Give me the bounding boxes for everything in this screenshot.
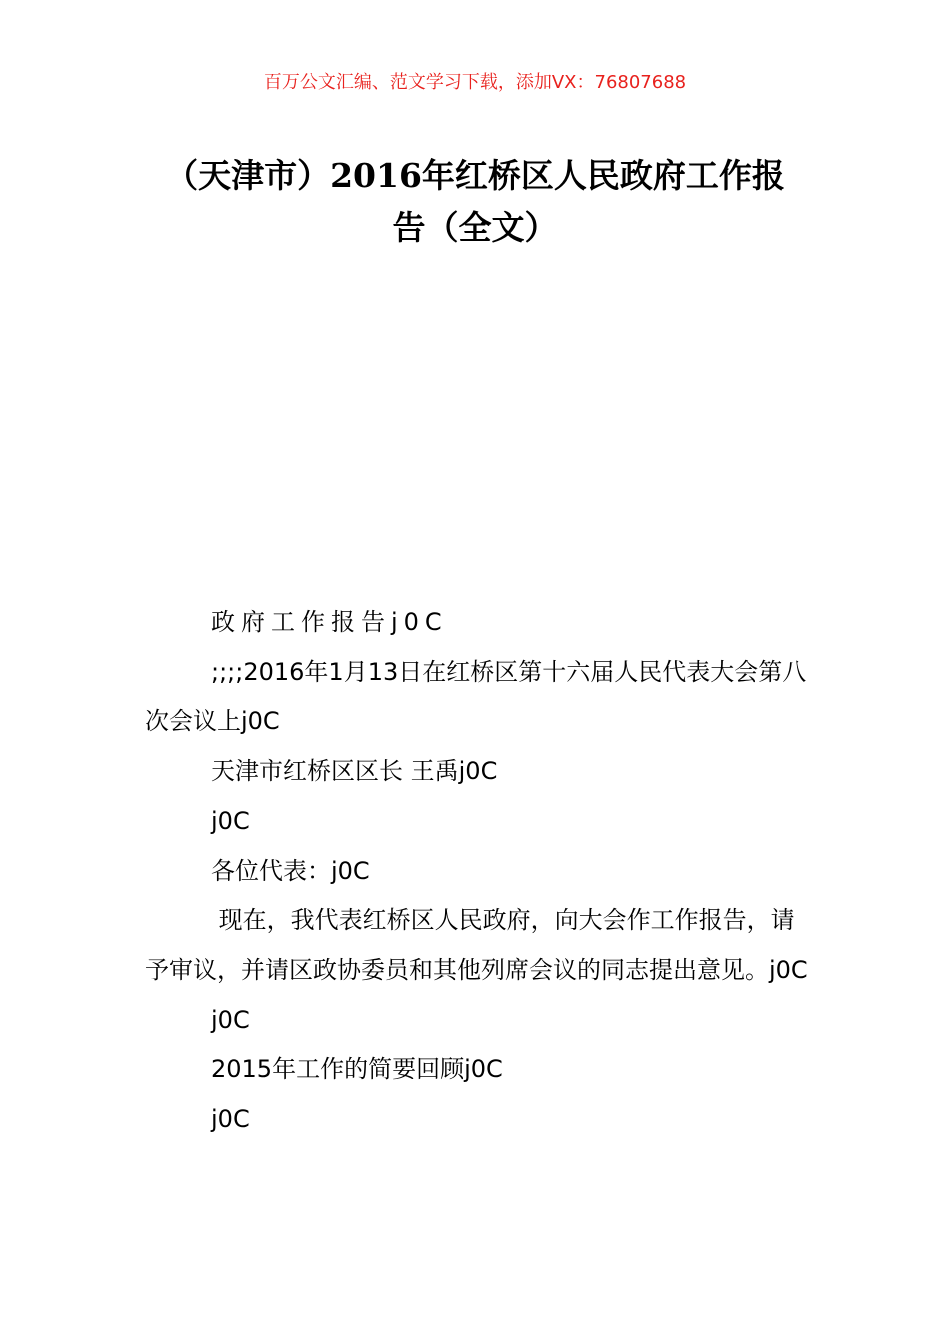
speaker-line: 天津市红桥区区长 王禹j0C: [211, 757, 498, 786]
document-body: [145, 598, 810, 1145]
blank-marker: j0C: [211, 1105, 250, 1134]
opening-paragraph: 现在，我代表红桥区人民政府，向大会作工作报告，请予审议，并请区政协委员和其他列席会议的同志提出意见。j0C: [145, 906, 808, 984]
blank-marker: j0C: [211, 1005, 250, 1034]
report-heading: 政府工作报告j0C: [211, 608, 448, 636]
document-title: [140, 150, 810, 254]
meeting-info: ;;;;2016年1月13日在红桥区第十六届人民代表大会第八次会议上j0C: [145, 657, 807, 736]
header-note: 百万公文汇编、范文学习下载，添加VX：76807688: [263, 72, 687, 93]
section-heading: 2015年工作的简要回顾j0C: [211, 1055, 503, 1084]
title-line-2: 告（全文）: [392, 208, 558, 247]
salutation: 各位代表：j0C: [211, 856, 370, 885]
title-line-1: （天津市）2016年红桥区人民政府工作报: [165, 156, 785, 195]
blank-marker: j0C: [211, 806, 250, 835]
